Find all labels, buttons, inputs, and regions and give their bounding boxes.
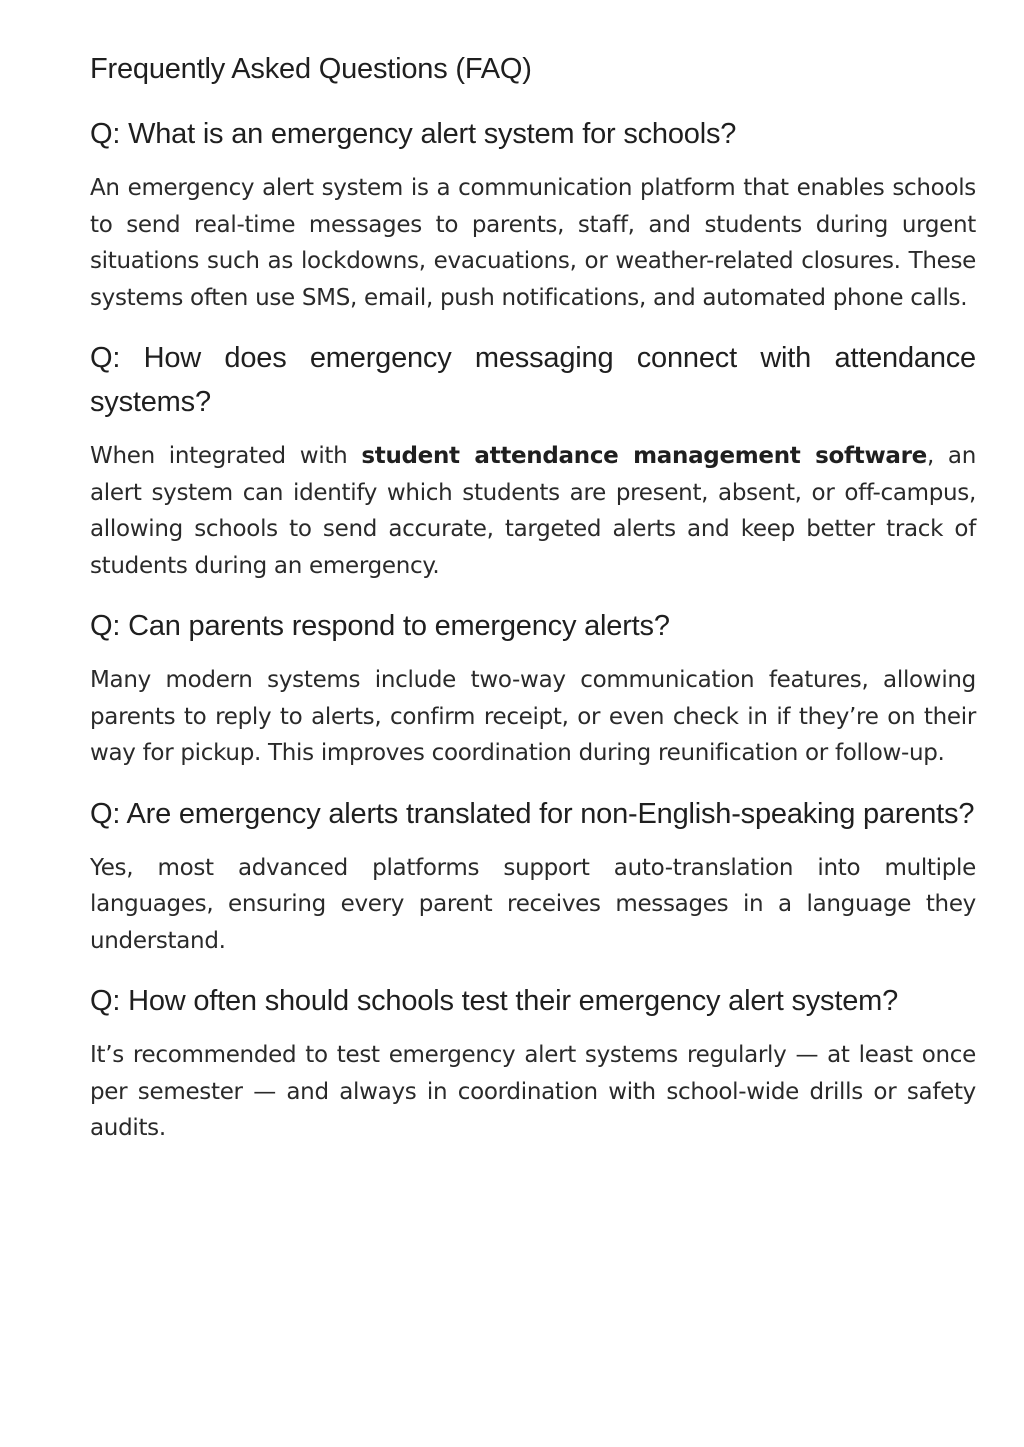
faq-answer: Yes, most advanced platforms support auto-translation into multiple languages, ensuring every parent receives messages in a language they understand. (90, 854, 976, 954)
faq-question: Q: Are emergency alerts translated for non-English-speaking parents? (90, 797, 975, 830)
faq-answer: An emergency alert system is a communication platform that enables schools to send real-time messages to parents, staff, and students during urgent situations such as lockdowns, evacuations, or weather-related closures. These systems often use SMS, email, push notifications, and automated phone calls. (90, 175, 976, 311)
faq-question: Q: How does emergency messaging connect with attendance systems? (90, 342, 976, 418)
faq-answer: It’s recommended to test emergency alert systems regularly — at least once per semester — and always in coordination with school-wide drills or safety audits. (90, 1042, 976, 1141)
faq-answer-text: When integrated with (90, 443, 362, 469)
faq-item (90, 336, 976, 584)
page-title: Frequently Asked Questions (FAQ) (90, 53, 532, 85)
faq-answer (90, 438, 976, 584)
highlighted-term: student attendance management software (361, 443, 927, 469)
faq-document (90, 50, 976, 1167)
faq-question: Q: How often should schools test their emergency alert system? (90, 985, 899, 1017)
faq-question: Q: What is an emergency alert system for schools? (90, 118, 737, 150)
faq-item (90, 979, 976, 1147)
faq-item (90, 604, 976, 772)
faq-question: Q: Can parents respond to emergency alerts? (90, 610, 670, 642)
faq-item (90, 792, 976, 960)
faq-answer: Many modern systems include two-way communication features, allowing parents to reply to alerts, confirm receipt, or even check in if they’re on their way for pickup. This improves coordination during reunification or follow-up. (90, 667, 976, 766)
faq-answer-text: , an alert system can identify which students are present, absent, or off-campus, allowing schools to send accurate, targeted alerts and keep better track of students during an emergency. (90, 443, 976, 579)
faq-item (90, 112, 976, 316)
